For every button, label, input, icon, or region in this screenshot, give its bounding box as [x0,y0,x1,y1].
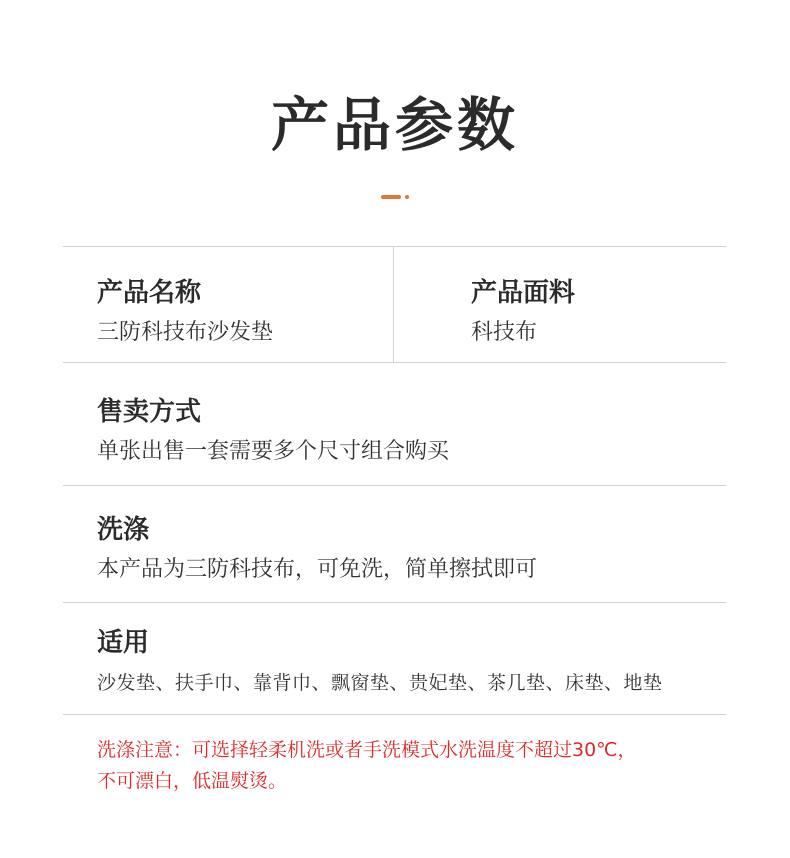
accent-bar [381,195,401,199]
param-label: 产品面料 [471,278,576,308]
table-divider [63,485,726,486]
param-label: 洗涤 [97,515,150,545]
accent-dot [405,195,409,199]
param-label: 产品名称 [97,278,202,308]
param-cell-usage [97,626,663,698]
param-label: 售卖方式 [97,397,202,427]
table-divider [63,246,726,247]
table-divider [63,714,726,715]
param-cell-wash [97,513,537,585]
care-notice-line: 洗涤注意：可选择轻柔机洗或者手洗模式水洗温度不超过30℃， [97,739,637,761]
care-notice-line: 不可漂白，低温熨烫。 [97,770,288,792]
table-divider [63,362,726,363]
title-accent-divider [381,195,411,199]
param-cell-name [97,276,273,348]
param-value: 沙发垫、扶手巾、靠背巾、飘窗垫、贵妃垫、茶几垫、床垫、地垫 [97,672,663,694]
column-divider [393,246,394,362]
param-value: 本产品为三防科技布，可免洗，简单擦拭即可 [97,557,538,582]
table-divider [63,602,726,603]
param-cell-sale [97,395,449,467]
param-cell-material [471,276,575,348]
param-value: 科技布 [471,320,538,345]
param-label: 适用 [97,628,150,658]
param-value: 三防科技布沙发垫 [97,320,274,345]
param-value: 单张出售一套需要多个尺寸组合购买 [97,439,450,464]
care-notice [97,735,737,797]
page-title: 产品参数 [270,91,519,159]
